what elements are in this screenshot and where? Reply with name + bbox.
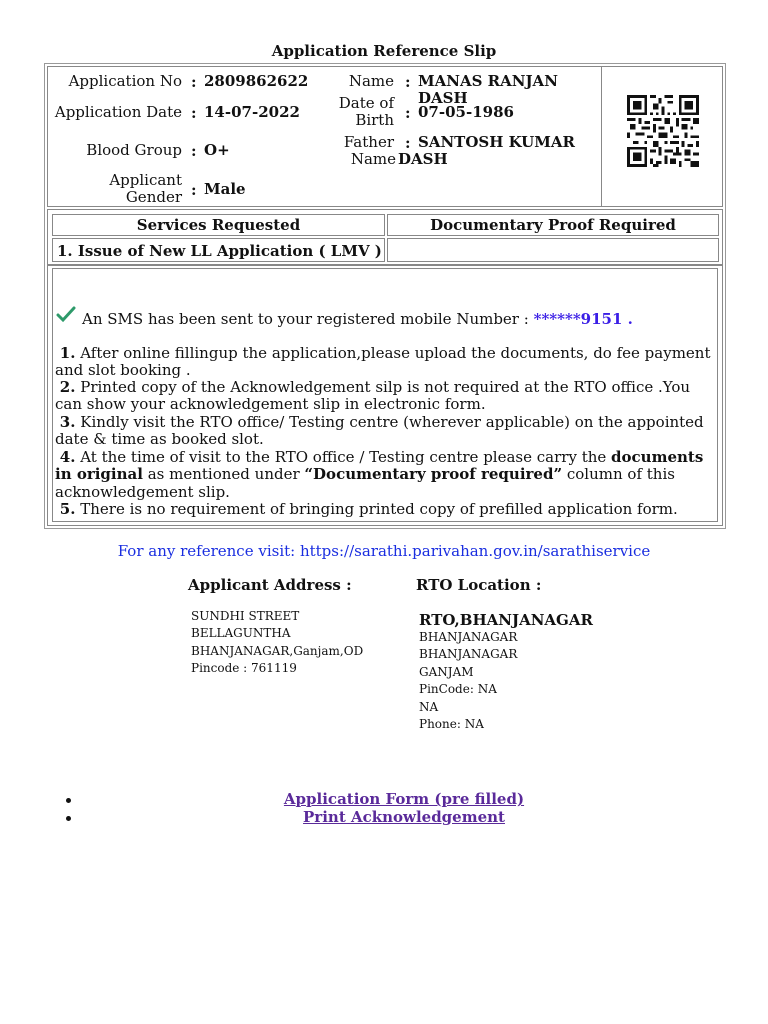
instruction-text: At the time of visit to the RTO office / Testing centre please carry the bbox=[80, 448, 607, 466]
services-box bbox=[47, 209, 723, 265]
check-icon bbox=[56, 305, 76, 323]
colon: : bbox=[405, 134, 411, 152]
instruction-text: After online fillingup the application,please upload the documents, do fee payment and slot booking . bbox=[55, 344, 711, 380]
father-label-line1: Father bbox=[343, 133, 394, 151]
application-no-value: 2809862622 bbox=[204, 72, 309, 90]
services-requested-header: Services Requested bbox=[52, 214, 385, 236]
blood-group-label: Blood Group bbox=[86, 141, 182, 159]
documentary-proof-header: Documentary Proof Required bbox=[387, 214, 719, 236]
instruction-1 bbox=[55, 345, 717, 380]
reference-link[interactable]: For any reference visit: https://sarathi.parivahan.gov.in/sarathiservice bbox=[117, 542, 651, 560]
print-acknowledgement-link[interactable]: Print Acknowledgement bbox=[303, 808, 505, 826]
instruction-text: There is no requirement of bringing printed copy of prefilled application form. bbox=[80, 500, 678, 518]
father-label-line2: Name bbox=[350, 150, 396, 168]
instruction-text: as mentioned under bbox=[147, 465, 300, 484]
rto-line: GANJAM bbox=[419, 664, 474, 679]
rto-line: Phone: NA bbox=[419, 717, 484, 732]
gender-label-line2: Gender bbox=[125, 188, 182, 206]
application-date-label: Application Date bbox=[54, 103, 182, 121]
address-line: BHANJANAGAR,Ganjam,OD bbox=[191, 643, 364, 658]
sms-message bbox=[82, 310, 633, 328]
gender-label bbox=[52, 172, 182, 206]
colon: : bbox=[191, 181, 197, 199]
dob-label bbox=[288, 95, 394, 129]
colon: : bbox=[405, 104, 411, 122]
instruction-emphasis: “Documentary proof required” bbox=[304, 465, 563, 484]
instruction-5 bbox=[55, 501, 717, 518]
page-title: Application Reference Slip bbox=[271, 42, 497, 60]
instruction-number: 3. bbox=[59, 413, 76, 431]
blood-group-value: O+ bbox=[204, 141, 230, 159]
father-name-label bbox=[288, 134, 394, 168]
qr-box bbox=[601, 66, 723, 207]
instruction-text: Printed copy of the Acknowledgement silp is not required at the RTO office .You can show your acknowledgement slip in electronic form. bbox=[55, 378, 691, 414]
service-row-1-proof bbox=[387, 238, 719, 262]
colon: : bbox=[191, 104, 197, 122]
father-name-line2: DASH bbox=[398, 150, 448, 168]
rto-line: BHANJANAGAR bbox=[419, 647, 518, 662]
name-label: Name bbox=[348, 72, 394, 90]
instruction-number: 4. bbox=[59, 448, 76, 466]
instruction-number: 5. bbox=[59, 500, 76, 518]
rto-line: PinCode: NA bbox=[419, 682, 497, 697]
gender-value: Male bbox=[204, 180, 246, 198]
address-line: BELLAGUNTHA bbox=[191, 626, 291, 641]
applicant-address bbox=[191, 608, 363, 678]
father-name-line1: SANTOSH KUMAR bbox=[418, 133, 575, 151]
details-box bbox=[47, 66, 602, 207]
father-name-value bbox=[398, 133, 575, 168]
dob-label-line2: Birth bbox=[355, 111, 394, 129]
name-value: MANAS RANJAN DASH bbox=[418, 72, 558, 107]
colon: : bbox=[191, 142, 197, 160]
instruction-text: Kindly visit the RTO office/ Testing centre (wherever applicable) on the appointed date & time as booked slot. bbox=[55, 413, 704, 449]
rto-name: RTO,BHANJANAGAR bbox=[419, 611, 593, 629]
instruction-emphasis: documents in original bbox=[55, 448, 704, 484]
rto-line: NA bbox=[419, 699, 439, 714]
address-line: Pincode : 761119 bbox=[191, 661, 297, 676]
dob-value: 07-05-1986 bbox=[418, 103, 514, 121]
service-row-1: 1. Issue of New LL Application ( LMV ) bbox=[52, 238, 385, 262]
applicant-address-heading: Applicant Address : bbox=[188, 576, 352, 594]
rto-location-heading: RTO Location : bbox=[416, 576, 542, 594]
instruction-4 bbox=[55, 449, 717, 501]
colon: : bbox=[191, 73, 197, 91]
application-no-label: Application No bbox=[68, 72, 182, 90]
instruction-2 bbox=[55, 379, 717, 414]
sms-text: An SMS has been sent to your registered mobile Number : bbox=[82, 310, 529, 328]
sms-number: ******9151 . bbox=[533, 310, 633, 328]
application-date-value: 14-07-2022 bbox=[204, 103, 300, 121]
instruction-number: 2. bbox=[59, 378, 76, 396]
colon: : bbox=[405, 73, 411, 91]
instruction-number: 1. bbox=[59, 344, 76, 362]
instruction-text: column of this acknowledgement slip. bbox=[55, 465, 675, 501]
dob-label-line1: Date of bbox=[338, 94, 394, 112]
qr-code bbox=[627, 95, 699, 167]
instruction-3 bbox=[55, 414, 717, 449]
application-form-link[interactable]: Application Form (pre filled) bbox=[283, 790, 525, 808]
links-list bbox=[66, 790, 742, 826]
address-line: SUNDHI STREET bbox=[191, 609, 300, 623]
rto-line: BHANJANAGAR bbox=[419, 630, 518, 644]
rto-location bbox=[419, 629, 517, 733]
gender-label-line1: Applicant bbox=[109, 171, 182, 189]
